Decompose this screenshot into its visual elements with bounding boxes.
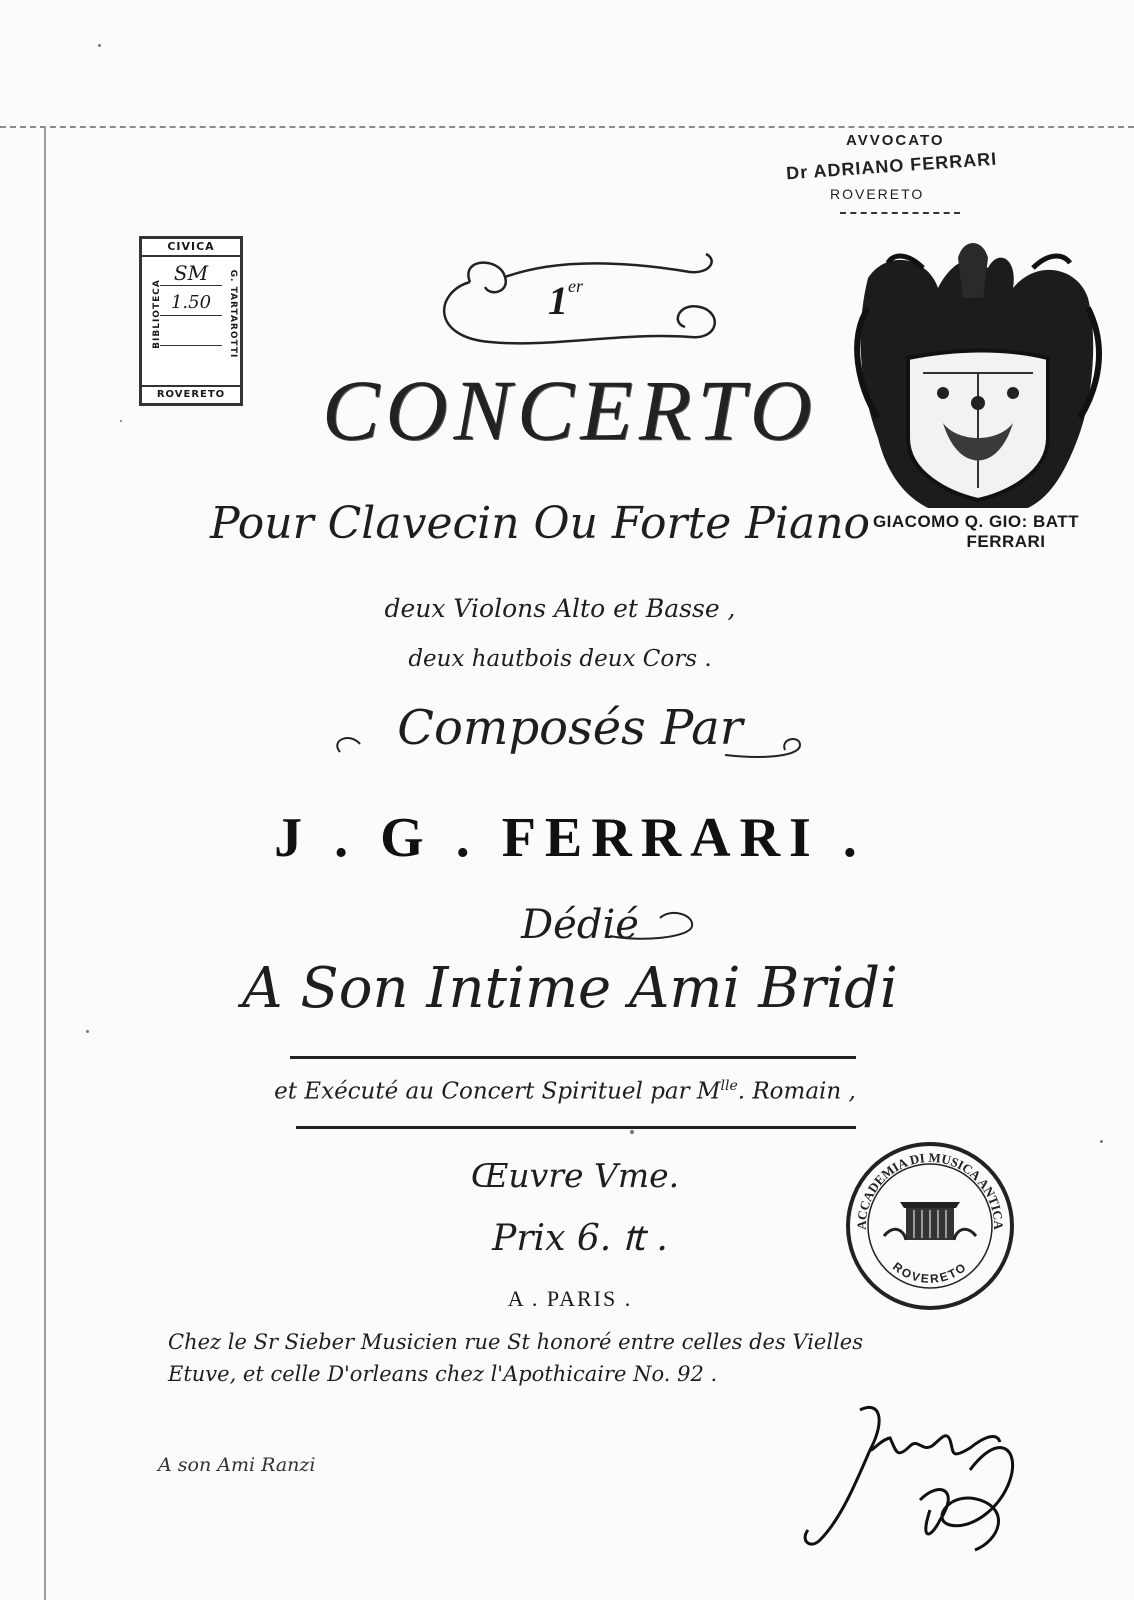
lawyer-name: Dr ADRIANO FERRARI [785,148,998,184]
shelf-number: 1.50 [160,291,222,316]
academy-ring-text: ACCADEMIA DI MUSICA ANTICA [853,1149,1007,1230]
stamp-tartarotti: G. TARTAROTTI [228,269,238,359]
opus-number: Œuvre Vme. [470,1156,680,1195]
composer-name: J . G . FERRARI . [274,807,866,869]
page-edge-left [44,126,46,1600]
handwritten-dedication: A son Ami Ranzi [158,1454,316,1476]
ordinal-number: 1 [548,278,568,323]
strings-line: deux Violons Alto et Basse , [384,594,736,623]
performance-note-pre: et Exécuté au Concert Spirituel par M [274,1078,721,1105]
flourish-dedie [600,906,700,946]
winds-line: deux hautbois deux Cors . [408,646,712,672]
instrumentation-line: Pour Clavecin Ou Forte Piano [209,498,871,549]
lawyer-underline [840,212,960,214]
rule-bottom [296,1126,856,1129]
shelf-blank-1 [160,321,222,346]
work-title: CONCERTO [322,362,818,458]
concerto-number [548,276,583,324]
performance-note-post: . Romain , [737,1078,856,1105]
academy-city: ROVERETO [890,1259,970,1287]
lawyer-title: AVVOCATO [846,132,945,149]
shelf-blank-2 [160,351,222,375]
stamp-rovereto: ROVERETO [142,385,240,403]
rule-top [290,1056,856,1059]
flourish-composed [330,730,810,770]
shelf-mark: SM [160,261,222,286]
composed-by: Composés Par [397,700,743,756]
imprint-address-line2: Etuve, et celle D'orleans chez l'Apothicaire No. 92 . [168,1362,718,1386]
academy-stamp [844,1140,1016,1312]
lawyer-city: ROVERETO [830,186,925,202]
arms-caption-line2: FERRARI [966,532,1046,551]
lawyer-stamp [780,128,1020,218]
ordinal-suffix: er [568,276,583,296]
imprint-city: A . PARIS . [507,1286,633,1311]
sieber-signature [800,1390,1040,1560]
arms-caption-line1: GIACOMO Q. GIO: BATT [872,512,1080,531]
dedicated-label: Dédié [521,902,639,948]
performance-note [240,1078,890,1105]
stamp-civica: CIVICA [142,239,240,257]
stamp-biblioteca: BIBLIOTECA [152,279,162,349]
dedicatee-line: A Son Intime Ami Bridi [242,956,898,1021]
price: Prix 6. ₶ . [492,1218,668,1259]
imprint-address-line1: Chez le Sr Sieber Musicien rue St honoré entre celles des Vielles [168,1330,863,1354]
performance-note-sup: lle [720,1078,738,1094]
